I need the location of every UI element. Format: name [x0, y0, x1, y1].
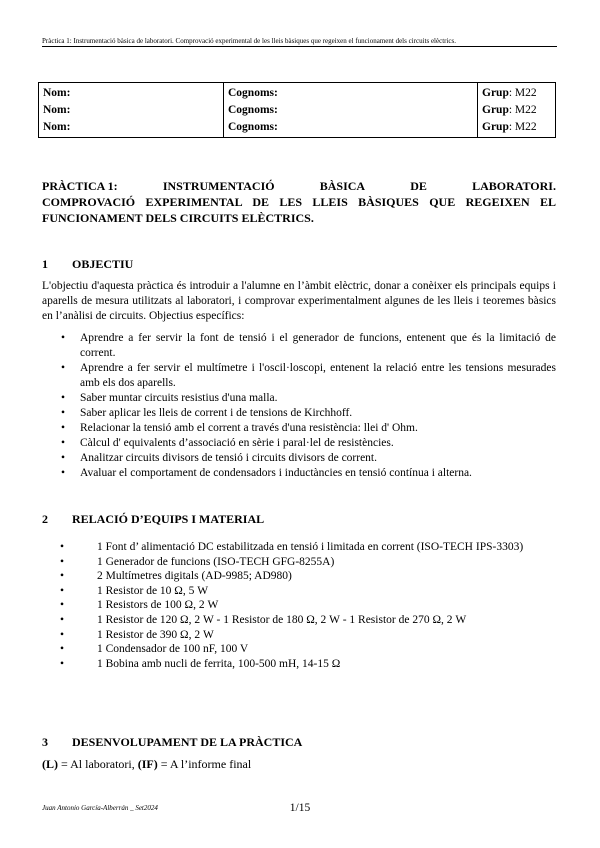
footer-author: Juan Antonio García-Alberrán _ Set2024: [42, 804, 158, 812]
equip-item: • 1 Generador de funcions (ISO-TECH GFG-8255A): [42, 555, 556, 570]
equip-item: • 1 Font d’ alimentació DC estabilitzada en tensió i limitada en corrent (ISO-TECH IPS-3303): [42, 540, 556, 555]
practice-title: [42, 178, 556, 226]
nom-label: Nom:: [43, 121, 71, 133]
name-row: [39, 83, 556, 103]
section-heading-desenvolupament: [42, 735, 302, 750]
section-number: 3: [42, 735, 48, 749]
equip-item: • 2 Multímetres digitals (AD-9985; AD980): [42, 569, 556, 584]
page-header: Pràctica 1: Instrumentació bàsica de laboratori. Comprovació experimental de les lleis bàsiques que regeixen el funcionament dels circuits elèctrics.: [42, 37, 557, 47]
cognoms-label: Cognoms:: [228, 104, 278, 116]
page-number: 1/15: [289, 802, 311, 814]
cognoms-cell[interactable]: [224, 119, 478, 138]
grup-value: : M22: [508, 121, 537, 133]
title-word: LABORATORI.: [472, 179, 556, 193]
cognoms-label: Cognoms:: [228, 87, 278, 99]
nom-cell[interactable]: [39, 119, 224, 138]
objectiu-item: • Aprendre a fer servir el multímetre i l'oscil·loscopi, entenent la relació entre les tensions mesurades amb els dos aparells.: [42, 361, 556, 391]
section-title: OBJECTIU: [72, 257, 134, 271]
equip-item: • 1 Condensador de 100 nF, 100 V: [42, 642, 556, 657]
nom-cell[interactable]: [39, 102, 224, 119]
grup-label: Grup: [482, 104, 509, 116]
section-title: DESENVOLUPAMENT DE LA PRÀCTICA: [72, 735, 303, 749]
legend-line: [42, 757, 251, 772]
nom-label: Nom:: [43, 87, 71, 99]
grup-cell[interactable]: [478, 102, 556, 119]
practice-title-line1: [42, 178, 556, 194]
nom-cell[interactable]: [39, 83, 224, 103]
name-row: [39, 119, 556, 138]
title-word: DE: [410, 179, 427, 193]
objectiu-item: • Relacionar la tensió amb el corrent a través d'una resistència: llei d' Ohm.: [42, 421, 556, 436]
practice-title-rest: COMPROVACIÓ EXPERIMENTAL DE LES LLEIS BÀSIQUES QUE REGEIXEN EL FUNCIONAMENT DELS CIRCUITS ELÈCTRICS.: [42, 195, 556, 225]
title-word: INSTRUMENTACIÓ: [162, 179, 275, 193]
grup-label: Grup: [482, 121, 509, 133]
legend-l-text: = Al laboratori,: [58, 757, 138, 771]
objectiu-item: • Analitzar circuits divisors de tensió i circuits divisors de corrent.: [42, 451, 556, 466]
equip-item: • 1 Resistor de 10 Ω, 5 W: [42, 584, 556, 599]
objectius-list: [42, 331, 556, 481]
cognoms-cell[interactable]: [224, 83, 478, 103]
equips-list: [42, 540, 556, 671]
grup-value: : M22: [508, 87, 537, 99]
objectiu-item: • Avaluar el comportament de condensadors i inductàncies en tensió contínua i alterna.: [42, 466, 556, 481]
objectiu-item: • Saber muntar circuits resistius d'una malla.: [42, 391, 556, 406]
name-row: [39, 102, 556, 119]
cognoms-label: Cognoms:: [228, 121, 278, 133]
section-heading-equips: [42, 512, 264, 527]
equip-item: • 1 Resistor de 390 Ω, 2 W: [42, 628, 556, 643]
grup-value: : M22: [508, 104, 537, 116]
objectiu-item: • Càlcul d' equivalents d’associació en sèrie i paral·lel de resistències.: [42, 436, 556, 451]
objectiu-item: • Aprendre a fer servir la font de tensió i el generador de funcions, entenent que és la limitació de corrent.: [42, 331, 556, 361]
section-number: 2: [42, 512, 48, 526]
objectiu-item: • Saber aplicar les lleis de corrent i de tensions de Kirchhoff.: [42, 406, 556, 421]
grup-cell[interactable]: [478, 119, 556, 138]
equip-item: • 1 Resistors de 100 Ω, 2 W: [42, 598, 556, 613]
equip-item: • 1 Bobina amb nucli de ferrita, 100-500 mH, 14-15 Ω: [42, 657, 556, 672]
title-word: PRÀCTICA 1:: [42, 179, 118, 193]
section-title: RELACIÓ D’EQUIPS I MATERIAL: [72, 512, 265, 526]
legend-if-text: = A l’informe final: [157, 757, 252, 771]
objectiu-paragraph: L'objectiu d'aquesta pràctica és introduir a l'alumne en l’àmbit elèctric, donar a conèixer els principals equips i aparells de mesura utilitzats al laboratori, i comprovar experimentalment algunes de les lleis i teoremes bàsics en l’anàlisi de circuits. Objectius específics:: [42, 280, 556, 322]
legend-l-key: (L): [42, 757, 58, 771]
grup-cell[interactable]: [478, 83, 556, 103]
grup-label: Grup: [482, 87, 509, 99]
cognoms-cell[interactable]: [224, 102, 478, 119]
legend-if-key: (IF): [137, 757, 158, 771]
title-word: BÀSICA: [319, 179, 366, 193]
equip-item: • 1 Resistor de 120 Ω, 2 W - 1 Resistor de 180 Ω, 2 W - 1 Resistor de 270 Ω, 2 W: [42, 613, 556, 628]
section-number: 1: [42, 257, 48, 271]
section-heading-objectiu: [42, 257, 133, 272]
student-names-table: [38, 82, 556, 138]
nom-label: Nom:: [43, 104, 71, 116]
